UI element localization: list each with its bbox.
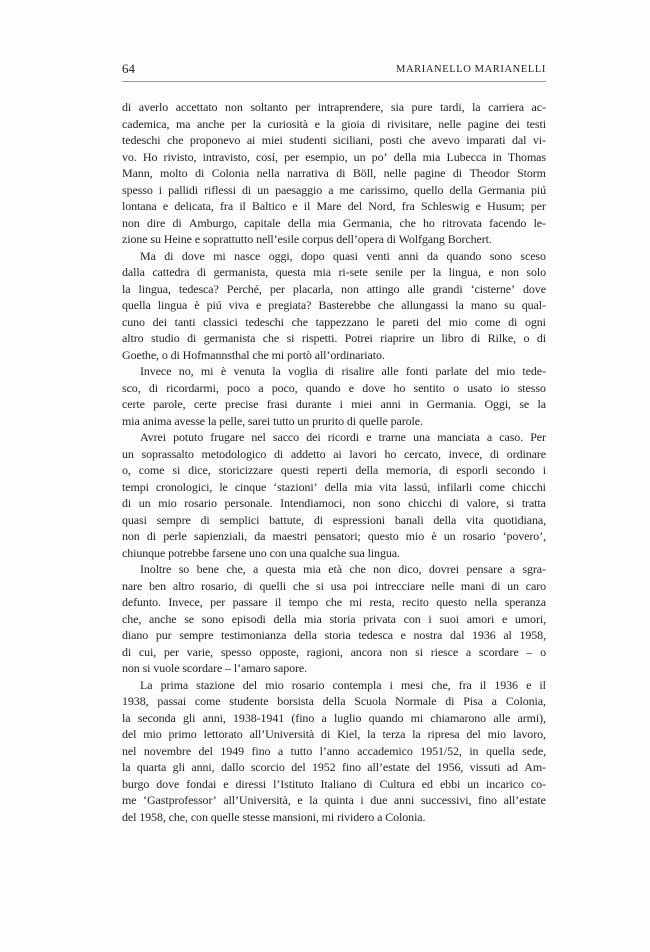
text-line: cademica, ma anche per la curiosità e la gioia di rivisitare, nelle pagine dei testi [122, 116, 546, 131]
text-line: Goethe, o di Hofmannsthal che mi portò all’ordinariato. [122, 347, 385, 362]
text-line: lontana e delicata, fra il Baltico e il Mare del Nord, fra Schleswig e Husum; per [122, 199, 546, 213]
text-line: non si vuole scordare – l’amaro sapore. [122, 661, 308, 675]
text-line: di averlo accettato non soltanto per intraprendere, sia pure tardi, la carriera ac- [122, 100, 546, 114]
text-line: tempi cronologici, le cinque ‘stazioni’ della mia vita lassú, infilarli come chicchi [122, 479, 546, 494]
text-line: la quarta gli anni, dallo scorcio del 1952 fino all’estate del 1956, vissuti ad Am- [122, 760, 546, 774]
text-line: non dire di Amburgo, capitale della mia Germania, che ho ritrovata facendo le- [122, 215, 546, 230]
text-line: certe parole, certe precise frasi durante i miei anni in Germania. Oggi, se la [122, 397, 546, 411]
text-line: Inoltre so bene che, a questa mia età che non dico, dovrei pensare a sgra- [140, 562, 546, 576]
text-line: dalla cattedra di germanista, questa mia ri-sete senile per la lingua, e non solo [122, 265, 546, 279]
text-line: Ma di dove mi nasce oggi, dopo quasi venti anni da quando sono sceso [140, 248, 546, 263]
text-line: o, come si dice, storicizzare questi reperti della memoria, di esporli secondo i [122, 463, 546, 477]
text-line: di cui, per varie, spesso opposte, ragioni, ancora non si riesce a scordare – o [122, 644, 546, 659]
text-line: quella lingua è piú viva e pregiata? Basterebbe che allungassi la mano su qual- [122, 298, 546, 312]
text-line: nel novembre del 1949 fino a tutto l’anno accademico 1951/52, in quella sede, [122, 743, 546, 758]
text-line: del 1958, che, con quelle stesse mansioni, mi rividero a Colonia. [122, 809, 426, 824]
text-line: un soprassalto metodologico di addetto ai lavori ho cercato, invece, di ordinare [122, 446, 546, 461]
page-header [122, 62, 546, 82]
text-line: chiunque potrebbe farsene uno con una qualche sua lingua. [122, 545, 400, 560]
text-line: tedeschi che proponevo ai miei studenti siciliani, posti che avevo imparati dal vi- [122, 133, 546, 147]
text-line: zione su Heine e soprattutto nell’esile corpus dell’opera di Wolfgang Borchert. [122, 232, 492, 246]
text-line: defunto. Invece, per passare il tempo che mi resta, recito questo nella speranza [122, 595, 546, 609]
text-line: di un mio rosario personale. Intendiamoci, non sono chicchi di valore, si tratta [122, 496, 546, 510]
text-line: Mann, molto di Colonia nella narrativa di Böll, nelle pagine di Theodor Storm [122, 166, 546, 180]
text-line: mia anima avesse la pelle, sarei tutto un prurito di quelle parole. [122, 413, 423, 428]
text-line: cuno dei tanti classici tedeschi che tappezzano le pareti del mio come di ogni [122, 314, 546, 329]
text-line: quasi sempre di semplici battute, di espressioni banali della vita quotidiana, [122, 512, 546, 527]
text-block [122, 99, 546, 825]
text-line: diano pur sempre testimonianza della storia tedesca e nostra dal 1936 al 1958, [122, 628, 546, 642]
text-line: sco, di ricordarmi, poco a poco, quando e dove ho sentito o usato io stesso [122, 380, 546, 395]
text-line: la seconda gli anni, 1938-1941 (fino a luglio quando mi chiamarono alle armi), [122, 710, 546, 725]
text-line: vo. Ho rivisto, intravisto, cosí, per esempio, un po’ della mia Lubecca in Thomas [122, 149, 546, 164]
text-line: burgo dove fondai e diressi l’Istituto Italiano di Cultura ed ebbi un incarico co- [122, 776, 546, 791]
text-line: La prima stazione del mio rosario contempla i mesi che, fra il 1936 e il [140, 677, 546, 692]
paragraph [122, 429, 546, 561]
text-line: nare ben altro rosario, di quelli che si usa poi intrecciare nelle mani di un caro [122, 578, 546, 593]
text-line: altro studio di germanista che si rispetti. Potrei riaprire un libro di Rilke, o di [122, 331, 546, 345]
paragraph [122, 363, 546, 429]
text-line: Invece no, mi è venuta la voglia di risalire alle fonti parlate del mio tede- [140, 364, 546, 378]
text-line: non di perle sapienziali, da maestri pensatori; questo mio è un rosario ‘povero’, [122, 529, 546, 543]
paragraph [122, 677, 546, 826]
paragraph [122, 248, 546, 364]
running-head-author: MARIANELLO MARIANELLI [396, 64, 546, 75]
paragraph [122, 561, 546, 677]
text-line: 1938, passai come studente borsista della Scuola Normale di Pisa a Colonia, [122, 694, 546, 708]
text-line: Avrei potuto frugare nel sacco dei ricordi e trarne una manciata a caso. Per [140, 430, 546, 444]
paragraph [122, 99, 546, 248]
text-line: spesso i pallidi riflessi di un paesaggio a me carissimo, quello della Germania piú [122, 182, 546, 197]
text-line: la lingua, tedesca? Perché, per placarla, non attingo alle grandi ‘cisterne’ dove [122, 281, 546, 296]
text-line: del mio primo lettorato all’Università di Kiel, la terza la ripresa del mio lavoro, [122, 727, 546, 741]
page-number: 64 [122, 61, 135, 76]
text-line: che, anche se sono episodi della mia storia privata con i suoi amori e umori, [122, 611, 546, 626]
text-line: me ‘Gastprofessor’ all’Università, e la quinta i due anni successivi, fino all’estate [122, 793, 546, 807]
